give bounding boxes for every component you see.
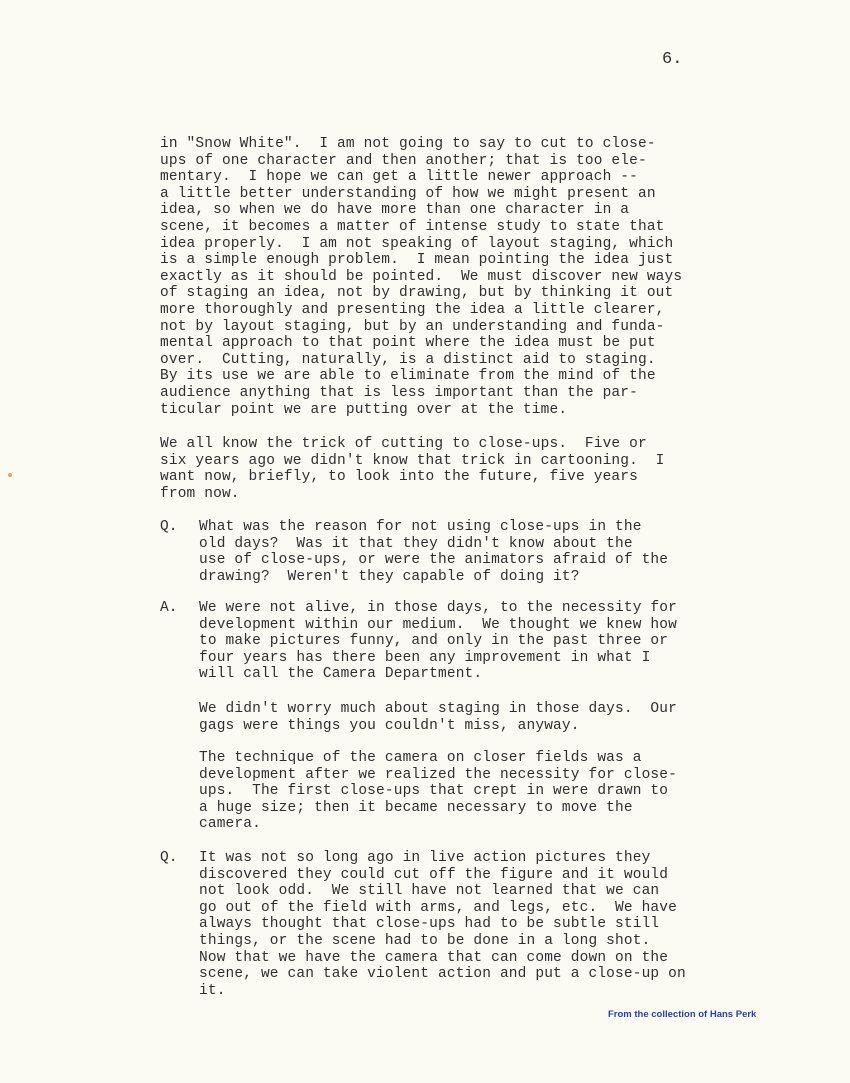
paper-speck <box>8 473 12 477</box>
paragraph-snow-white: in "Snow White". I am not going to say to cut to close- ups of one character and then another; that is too ele- mentary. I hope we can get a little newer approach -- a little better understanding of how we might present an idea, so when we do have more than one character in a scene, it becomes a matter of intense study to state that idea properly. I am not speaking of layout staging, which is a simple enough problem. I mean pointing the idea just exactly as it should be pointed. We must discover new ways of staging an idea, not by drawing, but by thinking it out more thoroughly and presenting the idea a little clearer, not by layout staging, but by an understanding and funda- mental approach to that point where the idea must be put over. Cutting, naturally, is a distinct aid to staging. By its use we are able to eliminate from the mind of the audience anything that is less important than the par- ticular point we are putting over at the time. <box>160 136 683 418</box>
paragraph-close-ups-trick: We all know the trick of cutting to close-ups. Five or six years ago we didn't know that trick in cartooning. I want now, briefly, to look into the future, five years from now. <box>160 436 665 502</box>
collection-credit: From the collection of Hans Perk <box>608 1009 757 1020</box>
page-number: 6. <box>662 50 683 69</box>
answer-paragraph-camera-technique: The technique of the camera on closer fields was a development after we realized the necessity for close- ups. The first close-ups that crept in were drawn to a huge size; then it became necessary to move the camera. <box>199 750 677 833</box>
question-text-2: It was not so long ago in live action pictures they discovered they could cut off the figure and it would not look odd. We still have not learned that we can go out of the field with arms, and legs, etc. We have always thought that close-ups had to be subtle still things, or the scene had to be done in a long shot. Now that we have the camera that can come down on the scene, we can take violent action and put a close-up on it. <box>199 850 686 999</box>
question-marker-2: Q. <box>160 850 178 866</box>
answer-text: We were not alive, in those days, to the necessity for development within our medium. We thought we knew how to make pictures funny, and only in the past three or four years has there been any improvement in what I will call the Camera Department. <box>199 600 677 683</box>
answer-marker: A. <box>160 600 178 616</box>
question-marker: Q. <box>160 519 178 535</box>
question-text: What was the reason for not using close-ups in the old days? Was it that they didn't know about the use of close-ups, or were the animators afraid of the drawing? Weren't they capable of doing it? <box>199 519 669 585</box>
answer-paragraph-staging: We didn't worry much about staging in those days. Our gags were things you couldn't miss, anyway. <box>199 701 677 734</box>
